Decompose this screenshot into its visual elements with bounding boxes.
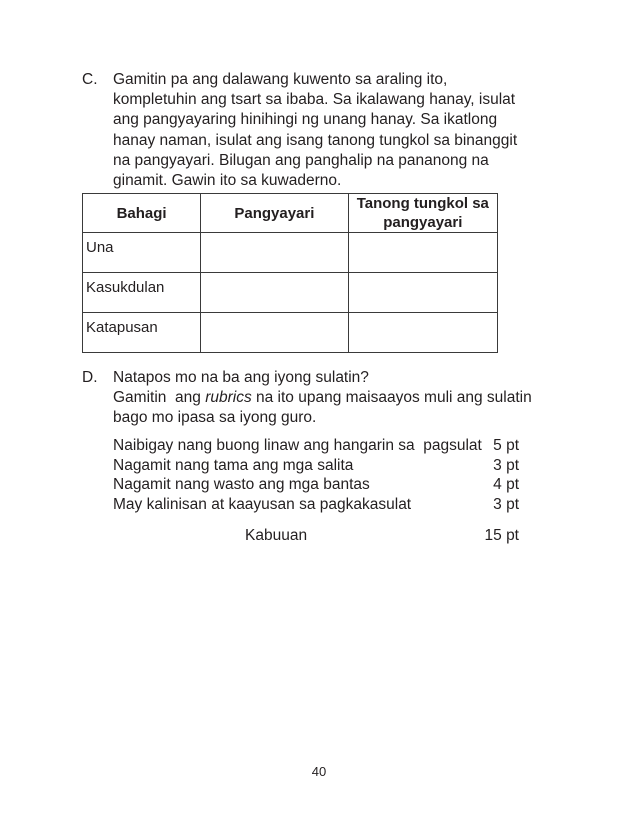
instruction-text: na ito upang maisaayos muli ang sulatin [251, 389, 532, 407]
instruction-line [113, 388, 532, 408]
section-c-instructions [113, 70, 518, 191]
table-cell-pangyayari [201, 313, 348, 353]
instruction-line: ginamit. Gawin ito sa kuwaderno. [113, 172, 342, 190]
table-header-row [83, 194, 498, 233]
rubric-total [113, 526, 519, 546]
table-row [83, 273, 498, 313]
instruction-line: Natapos mo na ba ang iyong sulatin? [113, 369, 369, 386]
instruction-line: hanay naman, isulat ang isang tanong tungkol sa binanggit [113, 131, 518, 149]
table-cell-tanong [348, 233, 497, 273]
table-cell-tanong [348, 273, 497, 313]
total-label: Kabuuan [245, 527, 308, 544]
instruction-line: kompletuhin ang tsart sa ibaba. Sa ikalawang hanay, isulat [113, 91, 516, 109]
total-points: 15 pt [484, 527, 519, 544]
story-chart-table [82, 193, 498, 353]
rubric-list [113, 436, 519, 514]
table-cell-bahagi: Katapusan [83, 313, 201, 353]
table-cell-bahagi: Kasukdulan [83, 273, 201, 313]
instruction-text: Gamitin ang [113, 389, 206, 407]
rubrics-term: rubrics [205, 389, 252, 407]
instruction-line: ang pangyayaring hinihingi ng unang hanay. Sa ikatlong [113, 111, 498, 129]
instruction-line: bago mo ipasa sa iyong guro. [113, 409, 317, 427]
rubric-points: 4 pt [493, 476, 519, 493]
rubric-criterion: Naibigay nang buong linaw ang hangarin sa pagsulat [113, 437, 482, 454]
table-cell-pangyayari [201, 233, 348, 273]
instruction-line: Gamitin pa ang dalawang kuwento sa araling ito, [113, 71, 448, 88]
table-row [83, 233, 498, 273]
section-d-marker: D. [82, 369, 98, 386]
table-cell-bahagi: Una [83, 233, 201, 273]
table-cell-tanong [348, 313, 497, 353]
rubric-criterion: Nagamit nang wasto ang mga bantas [113, 476, 370, 493]
table-row [83, 313, 498, 353]
page-number: 40 [311, 764, 327, 779]
rubric-points: 3 pt [493, 495, 519, 513]
header-bahagi: Bahagi [83, 194, 201, 233]
section-d [82, 368, 532, 429]
section-c-marker: C. [82, 71, 98, 88]
section-d-instructions [113, 368, 532, 429]
rubric-item [113, 475, 519, 495]
rubric-criterion: May kalinisan at kaayusan sa pagkakasulat [113, 495, 412, 513]
section-c [82, 70, 522, 191]
rubric-points: 3 pt [493, 456, 519, 474]
rubric-criterion: Nagamit nang tama ang mga salita [113, 456, 354, 474]
header-tanong: Tanong tungkol sa pangyayari [348, 194, 497, 233]
rubric-points: 5 pt [493, 437, 519, 454]
rubric-item [113, 456, 519, 476]
header-pangyayari: Pangyayari [201, 194, 348, 233]
rubric-item [113, 436, 519, 456]
rubric-item [113, 495, 519, 515]
instruction-line: na pangyayari. Bilugan ang panghalip na pananong na [113, 151, 489, 169]
table-cell-pangyayari [201, 273, 348, 313]
